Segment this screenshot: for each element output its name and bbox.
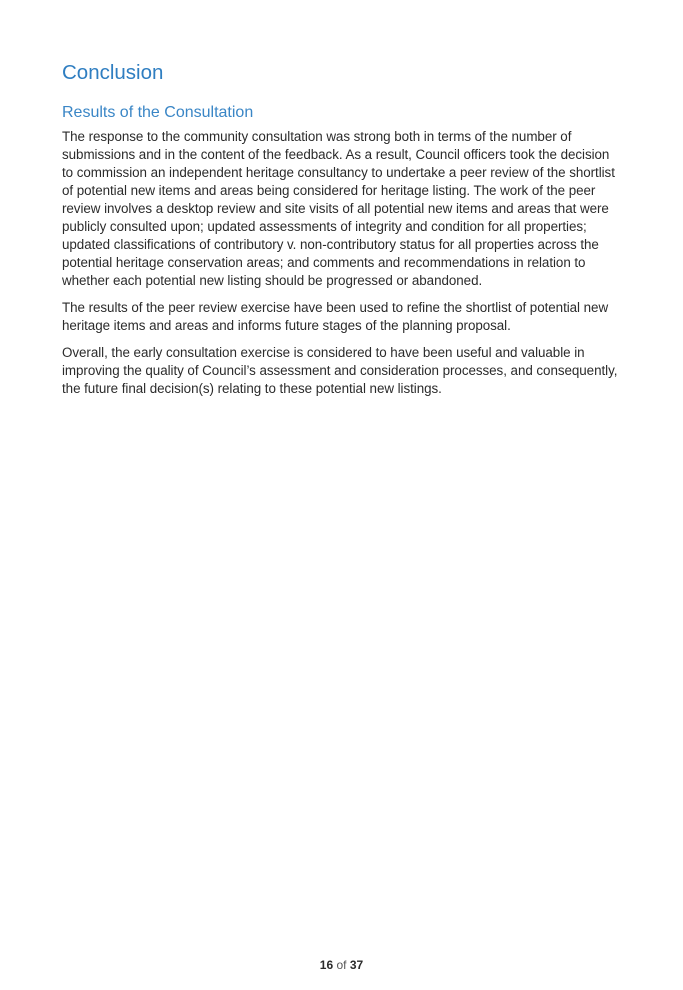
paragraph-overall-summary: Overall, the early consultation exercise is considered to have been useful and valuable in improving the quality of Council’s assessment and consideration processes, and consequently, the future final decision(s) relating to these potential new listings.: [62, 345, 618, 396]
current-page-number: 16: [319, 958, 334, 972]
paragraph-consultation-response: The response to the community consultation was strong both in terms of the number of submissions and in the content of the feedback. As a result, Council officers took the decision to commission an independent heritage consultancy to undertake a peer review of the shortlist of potential new items and areas being considered for heritage listing. The work of the peer review involves a desktop review and site visits of all potential new items and areas that were publicly consulted upon; updated assessments of integrity and condition for all properties; updated classifications of contributory v. non-contributory status for all properties across the potential heritage conservation areas; and comments and recommendations in relation to whether each potential new listing should be progressed or abandoned.: [62, 129, 615, 288]
subsection-title: Results of the Consultation: [62, 104, 254, 121]
document-page: [62, 58, 618, 407]
paragraph-peer-review-results: The results of the peer review exercise have been used to refine the shortlist of potential new heritage items and areas and informs future stages of the planning proposal.: [62, 300, 609, 333]
page-of-label: of: [336, 958, 347, 972]
page-number-footer: [0, 957, 683, 973]
section-title: Conclusion: [62, 61, 164, 84]
total-pages-number: 37: [349, 958, 364, 972]
